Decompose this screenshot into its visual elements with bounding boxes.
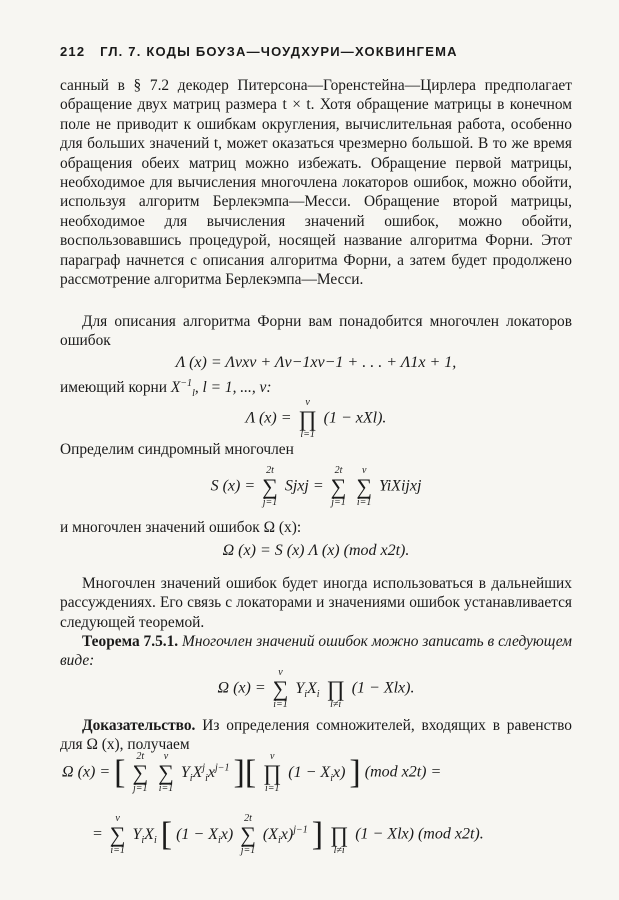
equation-proof-1: Ω (x) = [ 2t ∑ j=1 ν ∑ i=1 $Y_iX^j_ix^{j-1}$ ][ ν ∏ i=1 $(1 - X_ix)$ ] (mod x2t) = [62,751,442,794]
paragraph-discussion: Многочлен значений ошибок будет иногда использоваться в дальнейших рассуждениях. Его связь с локаторами и значениями ошибок устанавливается следующей теоремой. [60,575,572,631]
paragraph-forney-intro: Для описания алгоритма Форни вам понадобится многочлен локаторов ошибок [60,313,572,350]
equation-lambda-polynomial: Λ (x) = Λνxν + Λν−1xν−1 + . . . + Λ1x + 1, [175,354,457,371]
equation-omega-def: Ω (x) = S (x) Λ (x) (mod x2t). [222,542,410,559]
running-header [60,44,570,59]
equation-theorem: Ω (x) = ν ∑ i=1 $Y_iX_i$ ∏ l≠i (1 − Xlx). [217,667,415,710]
paragraph-syndrome: Определим синдромный многочлен [60,441,294,458]
page-number: 212 [60,44,86,59]
theorem [60,632,572,671]
theorem-text: Многочлен значений ошибок можно записать в следующем виде: [60,633,572,670]
equation-proof-2: = ν ∑ i=1 $Y_iX_i$ [ $(1 - X_ix)$ 2t ∑ j=1 $(X_ix)^{j-1}$ ] ∏ l≠i (1 − Xlx) (mod x2t). [92,813,484,856]
paragraph-error-values: и многочлен значений ошибок Ω (x): [60,519,302,536]
proof [60,716,572,755]
paragraph-roots: имеющий корни $X^{-1}_l$, l = 1, ..., ν: [60,378,272,400]
proof-label: Доказательство. [82,717,196,734]
proof-text: Из определения сомножителей, входящих в равенство для Ω (x), получаем [60,717,572,754]
theorem-label: Теорема 7.5.1. [82,633,179,650]
paragraph-intro: санный в § 7.2 декодер Питерсона—Горенстейна—Цирлера предполагает обращение двух матриц размера t × t. Хотя обращение матрицы в конечном поле не приводит к ошибкам округления, вычислительная работа, особенно для больших значений t, может оказаться чрезмерно большой. В то же время обращения обеих матриц можно избежать. Обращение первой матрицы, необходимое для вычисления многочлена локаторов ошибок, можно обойти, используя алгоритм Берлекэмпа—Месси. Обращение второй матрицы, необходимое для вычисления значений ошибок, можно обойти, воспользовавшись процедурой, носящей название алгоритма Форни. Этот параграф начнется с описания алгоритма Форни, а затем будет продолжено рассмотрение алгоритма Берлекэмпа—Месси. [60,77,572,289]
equation-lambda-product: Λ (x) = ν ∏ l=1 (1 − xXl). [245,397,387,440]
equation-syndrome: S (x) = 2t ∑ j=1 Sjxj = 2t ∑ j=1 ν ∑ i=1 YiXijxj [210,465,422,508]
running-title: ГЛ. 7. КОДЫ БОУЗА—ЧОУДХУРИ—ХОКВИНГЕМА [100,44,458,59]
